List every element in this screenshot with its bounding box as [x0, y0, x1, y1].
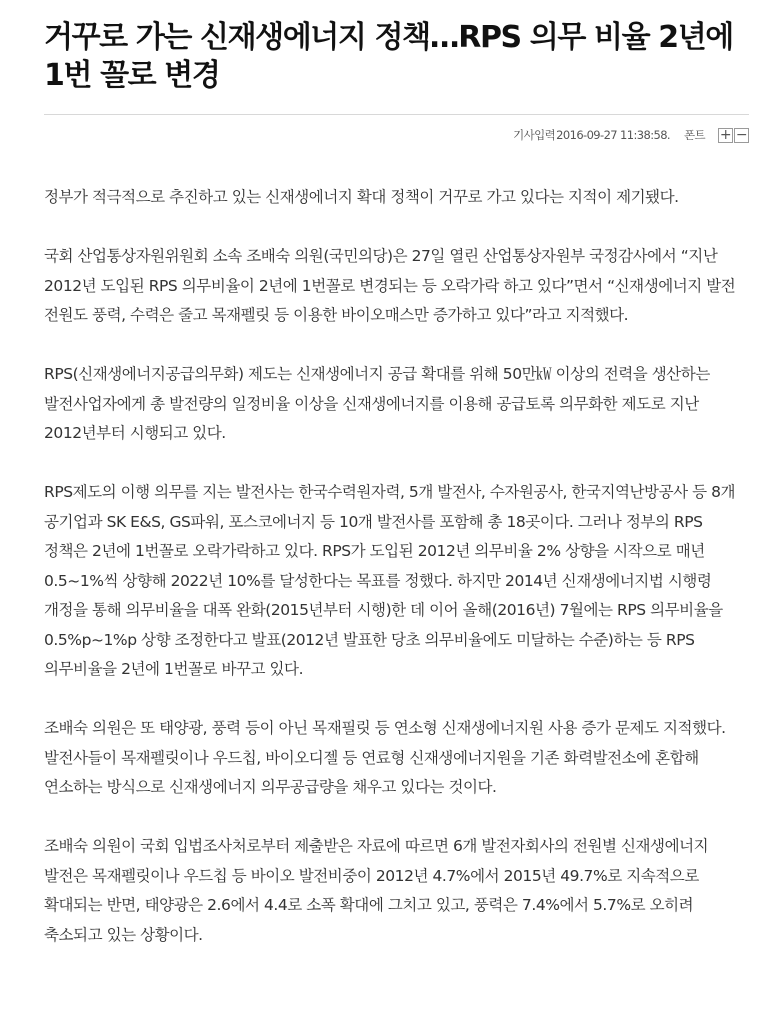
article-title: 거꾸로 가는 신재생에너지 정책…RPS 의무 비율 2년에 1번 꼴로 변경 [44, 20, 733, 93]
title-divider [44, 114, 749, 115]
font-decrease-button[interactable]: − [735, 126, 748, 143]
published-date: 2016-09-27 11:38:58. [556, 128, 670, 142]
article-paragraph: 국회 산업통상자원위원회 소속 조배숙 의원(국민의당)은 27일 열린 산업통상자원부 국정감사에서 “지난 2012년 도입된 RPS 의무비율이 2년에 1번꼴로 변경되는 등 오락가락 하고 있다”면서 “신재생에너지 발전 전원도 풍력, 수력은 줄고 목재펠릿 등 이용한 바이오매스만 증가하고 있다”라고 지적했다. [44, 247, 736, 324]
article-meta [44, 127, 749, 143]
article-paragraph: 정부가 적극적으로 추진하고 있는 신재생에너지 확대 정책이 거꾸로 가고 있다는 지적이 제기됐다. [44, 188, 679, 206]
article-body [44, 183, 749, 950]
article-paragraph: RPS(신재생에너지공급의무화) 제도는 신재생에너지 공급 확대를 위해 50만㎾ 이상의 전력을 생산하는 발전사업자에게 총 발전량의 일정비율 이상을 신재생에너지를 이용해 공급토록 의무화한 제도로 지난 2012년부터 시행되고 있다. [44, 365, 710, 442]
published-date-label: 기사입력 [513, 128, 556, 142]
article-paragraph: RPS제도의 이행 의무를 지는 발전사는 한국수력원자력, 5개 발전사, 수자원공사, 한국지역난방공사 등 8개 공기업과 SK E&S, GS파워, 포스코에너지 등 10개 발전사를 포함해 총 18곳이다. 그러나 정부의 RPS 정책은 2년에 1번꼴로 오락가락하고 있다. RPS가 도입된 2012년 의무비율 2% 상향을 시작으로 매년 0.5~1%씩 상향해 2022년 10%를 달성한다는 목표를 정했다. 하지만 2014년 신재생에너지법 시행령 개정을 통해 의무비율을 대폭 완화(2015년부터 시행)한 데 이어 올해(2016년) 7월에는 RPS 의무비율을 0.5%p~1%p 상향 조정한다고 발표(2012년 발표한 당초 의무비율에도 미달하는 수준)하는 등 RPS 의무비율을 2년에 1번꼴로 바꾸고 있다. [44, 483, 736, 678]
article-paragraph: 조배숙 의원은 또 태양광, 풍력 등이 아닌 목재필릿 등 연소형 신재생에너지원 사용 증가 문제도 지적했다. 발전사들이 목재펠릿이나 우드칩, 바이오디젤 등 연료형 신재생에너지원을 기존 화력발전소에 혼합해 연소하는 방식으로 신재생에너지 의무공급량을 채우고 있다는 것이다. [44, 719, 726, 796]
font-increase-button[interactable]: + [719, 126, 732, 143]
article-paragraph: 조배숙 의원이 국회 입법조사처로부터 제출받은 자료에 따르면 6개 발전자회사의 전원별 신재생에너지 발전은 목재펠릿이나 우드칩 등 바이오 발전비중이 2012년 4.7%에서 2015년 49.7%로 지속적으로 확대되는 반면, 태양광은 2.6에서 4.4로 소폭 확대에 그치고 있고, 풍력은 7.4%에서 5.7%로 오히려 축소되고 있는 상황이다. [44, 837, 709, 944]
font-size-label: 폰트 [683, 128, 705, 142]
